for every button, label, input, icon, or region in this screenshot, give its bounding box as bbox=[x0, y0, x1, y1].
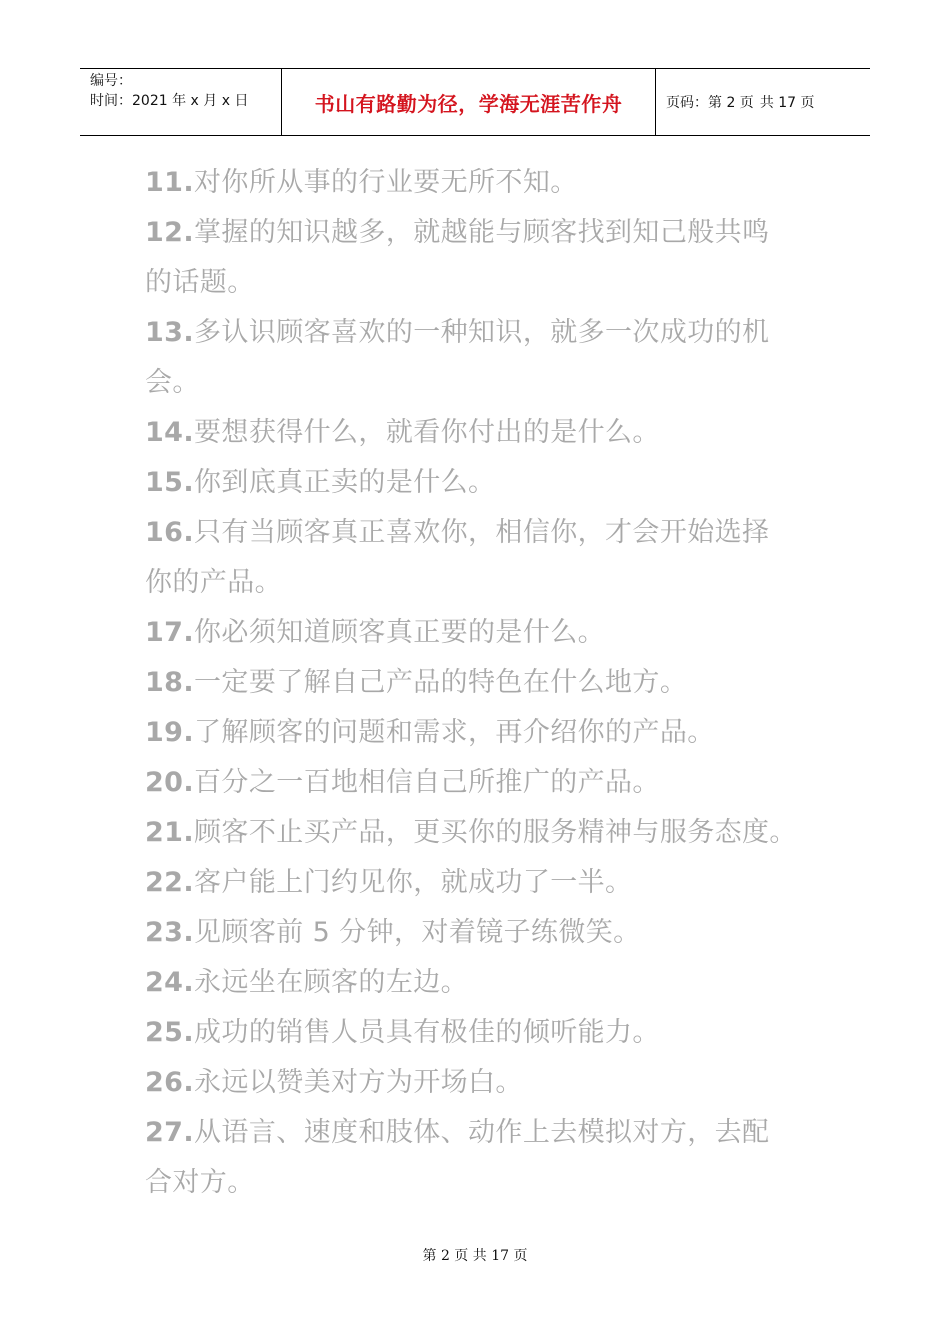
item-text: 要想获得什么，就看你付出的是什么。 bbox=[194, 417, 660, 448]
item-text: 成功的销售人员具有极佳的倾听能力。 bbox=[194, 1017, 660, 1048]
item-text: 见顾客前 5 分钟，对着镜子练微笑。 bbox=[194, 917, 641, 948]
text-line bbox=[145, 158, 815, 208]
item-number: 14. bbox=[145, 417, 195, 448]
document-body bbox=[145, 158, 815, 1208]
item-text: 顾客不止买产品，更买你的服务精神与服务态度。 bbox=[194, 817, 797, 848]
item-text: 永远以赞美对方为开场白。 bbox=[194, 1067, 523, 1098]
item-text: 只有当顾客真正喜欢你，相信你，才会开始选择 bbox=[194, 517, 770, 548]
item-text: 了解顾客的问题和需求，再介绍你的产品。 bbox=[194, 717, 715, 748]
item-number: 19. bbox=[145, 717, 195, 748]
item-text: 合对方。 bbox=[145, 1167, 255, 1198]
item-text: 对你所从事的行业要无所不知。 bbox=[194, 167, 578, 198]
text-line bbox=[145, 858, 815, 908]
item-number: 18. bbox=[145, 667, 195, 698]
text-line bbox=[145, 908, 815, 958]
header-page-info bbox=[656, 69, 870, 135]
text-line bbox=[145, 1108, 815, 1158]
item-text: 永远坐在顾客的左边。 bbox=[194, 967, 469, 998]
header-motto: 书山有路勤为径，学海无涯苦作舟 bbox=[282, 69, 656, 135]
text-line bbox=[145, 358, 815, 408]
item-text: 一定要了解自己产品的特色在什么地方。 bbox=[194, 667, 688, 698]
text-line bbox=[145, 458, 815, 508]
item-number: 21. bbox=[145, 817, 195, 848]
item-number: 13. bbox=[145, 317, 195, 348]
item-text: 百分之一百地相信自己所推广的产品。 bbox=[194, 767, 660, 798]
item-text: 你到底真正卖的是什么。 bbox=[194, 467, 496, 498]
item-text: 的话题。 bbox=[145, 267, 255, 298]
item-number: 20. bbox=[145, 767, 195, 798]
text-line bbox=[145, 758, 815, 808]
item-text: 多认识顾客喜欢的一种知识，就多一次成功的机 bbox=[194, 317, 770, 348]
item-number: 22. bbox=[145, 867, 195, 898]
text-line bbox=[145, 608, 815, 658]
item-text: 从语言、速度和肢体、动作上去模拟对方，去配 bbox=[194, 1117, 770, 1148]
serial-label: 编号： bbox=[90, 73, 132, 89]
text-line bbox=[145, 558, 815, 608]
item-number: 16. bbox=[145, 517, 195, 548]
text-line bbox=[145, 708, 815, 758]
date-label: 时间：2021 年 x 月 x 日 bbox=[90, 93, 249, 109]
item-number: 26. bbox=[145, 1067, 195, 1098]
item-text: 你的产品。 bbox=[145, 567, 282, 598]
item-number: 25. bbox=[145, 1017, 195, 1048]
text-line bbox=[145, 258, 815, 308]
item-text: 客户能上门约见你，就成功了一半。 bbox=[194, 867, 633, 898]
item-number: 12. bbox=[145, 217, 195, 248]
item-number: 15. bbox=[145, 467, 195, 498]
item-number: 23. bbox=[145, 917, 195, 948]
item-number: 24. bbox=[145, 967, 195, 998]
text-line bbox=[145, 308, 815, 358]
text-line bbox=[145, 958, 815, 1008]
text-line bbox=[145, 508, 815, 558]
page-footer: 第 2 页 共 17 页 bbox=[422, 1248, 528, 1264]
text-line bbox=[145, 658, 815, 708]
item-text: 你必须知道顾客真正要的是什么。 bbox=[194, 617, 606, 648]
text-line bbox=[145, 208, 815, 258]
text-line bbox=[145, 1008, 815, 1058]
item-number: 27. bbox=[145, 1117, 195, 1148]
item-text: 掌握的知识越多，就越能与顾客找到知己般共鸣 bbox=[194, 217, 770, 248]
item-number: 17. bbox=[145, 617, 195, 648]
text-line bbox=[145, 1058, 815, 1108]
text-line bbox=[145, 808, 815, 858]
text-line bbox=[145, 408, 815, 458]
item-text: 会。 bbox=[145, 367, 200, 398]
page-header bbox=[80, 68, 870, 136]
header-meta bbox=[80, 69, 282, 135]
header-total-label: 共 17 页 bbox=[759, 95, 815, 111]
header-page-label: 页码：第 2 页 bbox=[666, 95, 754, 111]
text-line bbox=[145, 1158, 815, 1208]
item-number: 11. bbox=[145, 167, 195, 198]
